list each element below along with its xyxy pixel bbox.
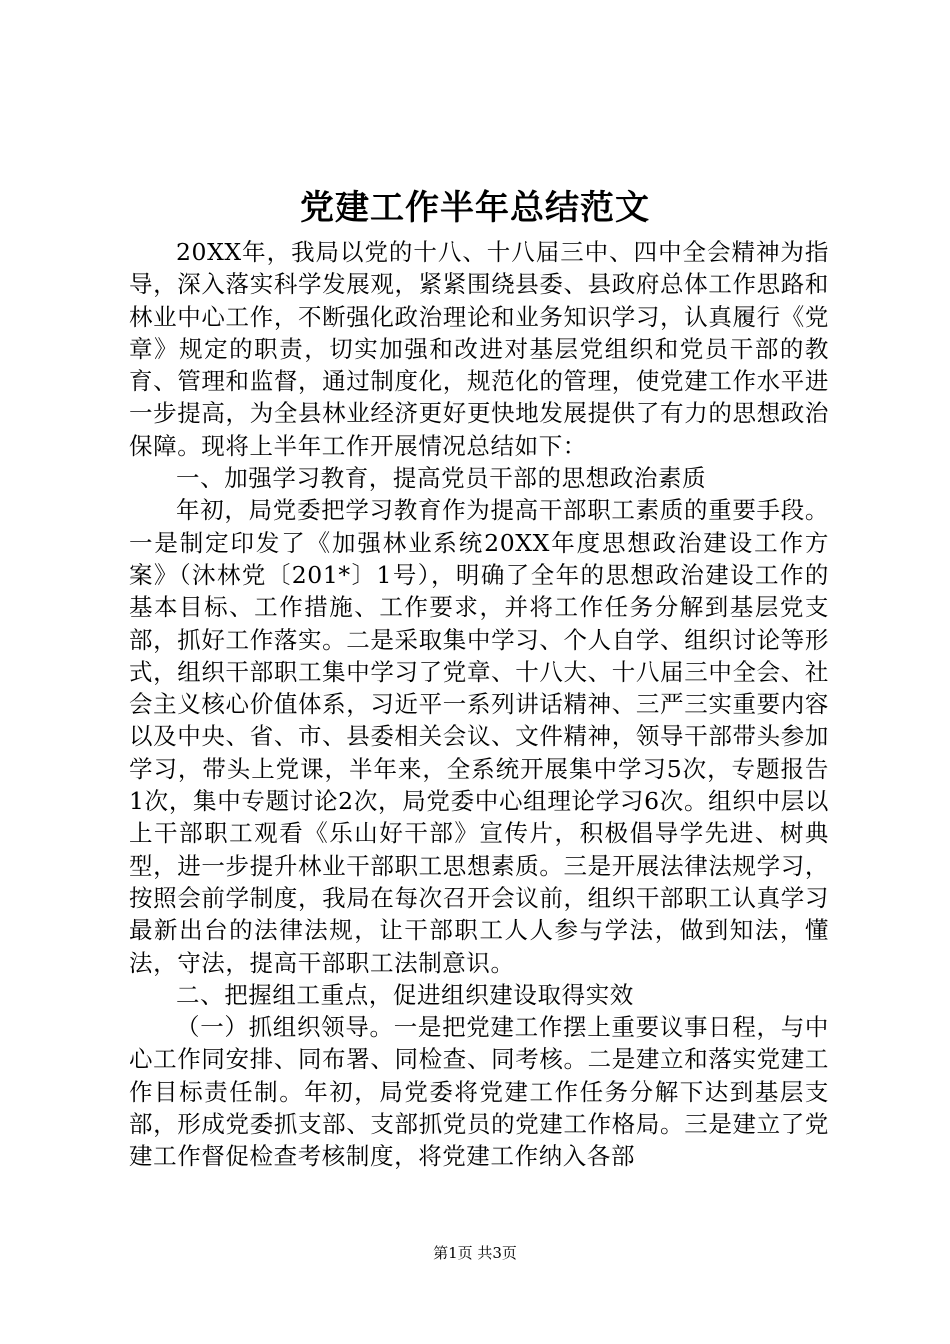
- paragraph-study: 年初，局党委把学习教育作为提高干部职工素质的重要手段。一是制定印发了《加强林业系统20XX年度思想政治建设工作方案》（沐林党〔201*〕1号），明确了全年的思想政治建设工作的基本目标、工作措施、工作要求，并将工作任务分解到基层党支部，抓好工作落实。二是采取集中学习、个人自学、组织讨论等形式，组织干部职工集中学习了党章、十八大、十八届三中全会、社会主义核心价值体系，习近平一系列讲话精神、三严三实重要内容以及中央、省、市、县委相关会议、文件精神，领导干部带头参加学习，带头上党课，半年来，全系统开展集中学习5次，专题报告1次，集中专题讨论2次，局党委中心组理论学习6次。组织中层以上干部职工观看《乐山好干部》宣传片，积极倡导学先进、树典型，进一步提升林业干部职工思想素质。三是开展法律法规学习，按照会前学制度，我局在每次召开会议前，组织干部职工认真学习最新出台的法律法规，让干部职工人人参与学法，做到知法，懂法，守法，提高干部职工法制意识。: [129, 496, 829, 977]
- paragraph-intro: 20XX年，我局以党的十八、十八届三中、四中全会精神为指导，深入落实科学发展观，紧紧围绕县委、县政府总体工作思路和林业中心工作，不断强化政治理论和业务知识学习，认真履行《党章》规定的职责，切实加强和改进对基层党组织和党员干部的教育、管理和监督，通过制度化，规范化的管理，使党建工作水平进一步提高，为全县林业经济更好更快地发展提供了有力的思想政治保障。现将上半年工作开展情况总结如下：: [129, 238, 829, 460]
- document-body: [129, 236, 829, 1173]
- section-heading-1: 一、加强学习教育，提高党员干部的思想政治素质: [176, 464, 707, 493]
- document-title: 党建工作半年总结范文: [300, 188, 650, 228]
- paragraph-organization: （一）抓组织领导。一是把党建工作摆上重要议事日程，与中心工作同安排、同布署、同检查、同考核。二是建立和落实党建工作目标责任制。年初，局党委将党建工作任务分解下达到基层支部，形成党委抓支部、支部抓党员的党建工作格局。三是建立了党建工作督促检查考核制度，将党建工作纳入各部: [129, 1013, 829, 1171]
- page-footer: 第1页 共3页: [433, 1244, 517, 1262]
- section-heading-2: 二、把握组工重点，促进组织建设取得实效: [176, 980, 634, 1009]
